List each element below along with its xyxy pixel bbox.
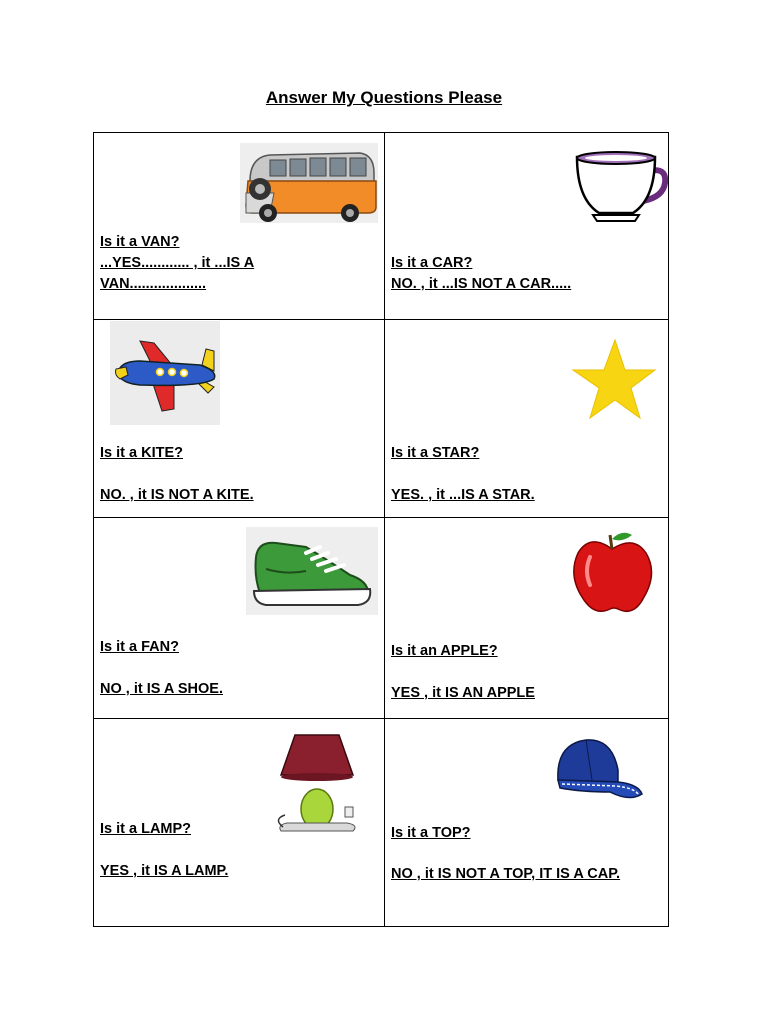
star-image bbox=[569, 338, 657, 422]
answer-van-line2: VAN................... bbox=[100, 276, 207, 292]
answer-car: NO. , it ...IS NOT A CAR..... bbox=[391, 276, 572, 292]
question-car: Is it a CAR? bbox=[391, 255, 473, 271]
answer-lamp: YES , it IS A LAMP. bbox=[100, 863, 229, 879]
apple-image bbox=[570, 527, 654, 617]
lamp-image bbox=[273, 731, 363, 841]
cap-image bbox=[552, 736, 646, 804]
question-fan: Is it a FAN? bbox=[100, 639, 179, 655]
row-divider bbox=[94, 517, 668, 518]
cup-image bbox=[571, 149, 669, 225]
question-top: Is it a TOP? bbox=[391, 825, 471, 841]
answer-fan: NO , it IS A SHOE. bbox=[100, 681, 223, 697]
shoe-image bbox=[246, 527, 378, 615]
row-divider bbox=[94, 718, 668, 719]
column-divider bbox=[384, 133, 385, 926]
van-image bbox=[240, 143, 378, 223]
question-table bbox=[93, 132, 669, 927]
page-title: Answer My Questions Please bbox=[265, 88, 503, 107]
question-van: Is it a VAN? bbox=[100, 234, 180, 250]
answer-apple: YES , it IS AN APPLE bbox=[391, 685, 535, 701]
question-apple: Is it an APPLE? bbox=[391, 643, 498, 659]
answer-star: YES. , it ...IS A STAR. bbox=[391, 487, 535, 503]
airplane-image bbox=[110, 321, 220, 425]
answer-kite: NO. , it IS NOT A KITE. bbox=[100, 487, 254, 503]
answer-van-line1: ...YES............ , it ...IS A bbox=[100, 255, 255, 271]
question-star: Is it a STAR? bbox=[391, 445, 480, 461]
answer-top: NO , it IS NOT A TOP, IT IS A CAP. bbox=[391, 866, 621, 882]
row-divider bbox=[94, 319, 668, 320]
question-lamp: Is it a LAMP? bbox=[100, 821, 192, 837]
question-kite: Is it a KITE? bbox=[100, 445, 183, 461]
